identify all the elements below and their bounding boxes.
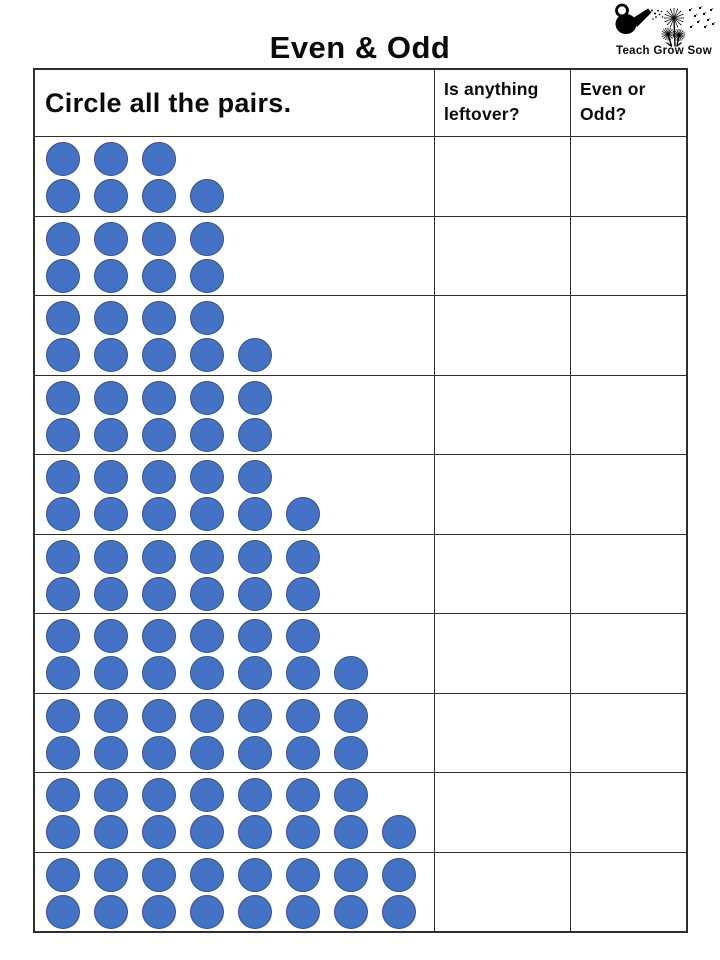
- dot-line: [46, 540, 434, 577]
- counter-dot: [142, 418, 176, 452]
- watering-can-dandelion-icon: [612, 2, 716, 48]
- counter-dot: [286, 815, 320, 849]
- counter-dot: [190, 736, 224, 770]
- dot-line: [46, 815, 434, 849]
- counter-dot: [190, 301, 224, 335]
- counter-dot: [238, 736, 272, 770]
- counter-dot: [238, 858, 272, 892]
- table-row: [35, 534, 686, 614]
- even-odd-answer-cell[interactable]: [570, 773, 686, 852]
- counter-dot: [142, 895, 176, 929]
- counter-dot: [238, 895, 272, 929]
- counter-dot: [142, 736, 176, 770]
- counter-dot: [142, 858, 176, 892]
- counter-dot: [46, 540, 80, 574]
- counter-dot: [334, 815, 368, 849]
- counter-dot: [238, 540, 272, 574]
- counter-dot: [142, 540, 176, 574]
- even-odd-answer-cell[interactable]: [570, 217, 686, 296]
- counter-dot: [334, 895, 368, 929]
- counter-dot: [190, 259, 224, 293]
- table-row: [35, 136, 686, 216]
- leftover-answer-cell[interactable]: [434, 376, 570, 455]
- counter-dot: [94, 736, 128, 770]
- counter-dot: [142, 778, 176, 812]
- counter-dot: [94, 540, 128, 574]
- counter-dot: [190, 418, 224, 452]
- even-odd-answer-cell[interactable]: [570, 296, 686, 375]
- worksheet-table: [33, 68, 688, 933]
- counter-dot: [142, 222, 176, 256]
- counter-dot: [382, 895, 416, 929]
- counter-dot: [190, 381, 224, 415]
- dot-line: [46, 259, 434, 293]
- counter-dot: [238, 815, 272, 849]
- counter-dot: [142, 699, 176, 733]
- even-odd-answer-cell[interactable]: [570, 137, 686, 216]
- pairs-cell[interactable]: [35, 773, 434, 852]
- counter-dot: [94, 699, 128, 733]
- counter-dot: [46, 179, 80, 213]
- table-row: [35, 852, 686, 932]
- brand-logo: [611, 2, 717, 57]
- counter-dot: [142, 259, 176, 293]
- counter-dot: [46, 418, 80, 452]
- pairs-cell[interactable]: [35, 296, 434, 375]
- counter-dot: [190, 460, 224, 494]
- dot-line: [46, 895, 434, 929]
- leftover-answer-cell[interactable]: [434, 217, 570, 296]
- counter-dot: [46, 895, 80, 929]
- counter-dot: [286, 895, 320, 929]
- counter-dot: [190, 815, 224, 849]
- leftover-answer-cell[interactable]: [434, 137, 570, 216]
- pairs-cell[interactable]: [35, 853, 434, 932]
- counter-dot: [142, 460, 176, 494]
- counter-dot: [94, 338, 128, 372]
- dot-line: [46, 338, 434, 372]
- counter-dot: [142, 497, 176, 531]
- counter-dot: [190, 619, 224, 653]
- even-odd-answer-cell[interactable]: [570, 614, 686, 693]
- counter-dot: [46, 497, 80, 531]
- counter-dot: [238, 381, 272, 415]
- counter-dot: [46, 778, 80, 812]
- leftover-answer-cell[interactable]: [434, 614, 570, 693]
- counter-dot: [190, 778, 224, 812]
- table-row: [35, 375, 686, 455]
- leftover-answer-cell[interactable]: [434, 455, 570, 534]
- counter-dot: [46, 222, 80, 256]
- even-odd-answer-cell[interactable]: [570, 694, 686, 773]
- leftover-answer-cell[interactable]: [434, 694, 570, 773]
- counter-dot: [286, 497, 320, 531]
- header-circle-pairs: Circle all the pairs.: [45, 87, 292, 118]
- counter-dot: [94, 381, 128, 415]
- counter-dot: [382, 815, 416, 849]
- counter-dot: [238, 656, 272, 690]
- counter-dot: [94, 259, 128, 293]
- counter-dot: [46, 259, 80, 293]
- dot-line: [46, 858, 434, 895]
- counter-dot: [142, 338, 176, 372]
- table-row: [35, 613, 686, 693]
- counter-dot: [94, 460, 128, 494]
- counter-dot: [190, 179, 224, 213]
- dot-line: [46, 736, 434, 770]
- table-row: [35, 454, 686, 534]
- even-odd-answer-cell[interactable]: [570, 376, 686, 455]
- counter-dot: [190, 222, 224, 256]
- counter-dot: [286, 858, 320, 892]
- counter-dot: [94, 858, 128, 892]
- dot-line: [46, 179, 434, 213]
- counter-dot: [286, 577, 320, 611]
- counter-dot: [190, 497, 224, 531]
- counter-dot: [286, 699, 320, 733]
- counter-dot: [238, 778, 272, 812]
- dot-line: [46, 699, 434, 736]
- table-row: [35, 772, 686, 852]
- pairs-cell[interactable]: [35, 455, 434, 534]
- leftover-answer-cell[interactable]: [434, 535, 570, 614]
- counter-dot: [190, 577, 224, 611]
- leftover-answer-cell[interactable]: [434, 853, 570, 932]
- counter-dot: [46, 858, 80, 892]
- page-title: Even & Odd: [269, 29, 451, 65]
- counter-dot: [46, 381, 80, 415]
- counter-dot: [286, 540, 320, 574]
- counter-dot: [190, 699, 224, 733]
- counter-dot: [46, 338, 80, 372]
- spray-dots: [651, 10, 663, 20]
- table-row: [35, 295, 686, 375]
- dot-line: [46, 301, 434, 338]
- counter-dot: [190, 656, 224, 690]
- even-odd-answer-cell[interactable]: [570, 455, 686, 534]
- counter-dot: [46, 736, 80, 770]
- dot-line: [46, 577, 434, 611]
- counter-dot: [46, 815, 80, 849]
- dot-line: [46, 381, 434, 418]
- counter-dot: [46, 699, 80, 733]
- table-row: [35, 693, 686, 773]
- counter-dot: [334, 778, 368, 812]
- counter-dot: [142, 656, 176, 690]
- counter-dot: [238, 460, 272, 494]
- counter-dot: [142, 142, 176, 176]
- counter-dot: [94, 815, 128, 849]
- counter-dot: [142, 815, 176, 849]
- table-header-row: [35, 70, 686, 136]
- counter-dot: [46, 460, 80, 494]
- counter-dot: [46, 577, 80, 611]
- counter-dot: [94, 142, 128, 176]
- pairs-cell[interactable]: [35, 217, 434, 296]
- counter-dot: [46, 656, 80, 690]
- leftover-answer-cell[interactable]: [434, 773, 570, 852]
- counter-dot: [142, 619, 176, 653]
- counter-dot: [382, 858, 416, 892]
- counter-dot: [142, 381, 176, 415]
- counter-dot: [238, 699, 272, 733]
- dot-line: [46, 656, 434, 690]
- counter-dot: [334, 858, 368, 892]
- counter-dot: [94, 179, 128, 213]
- counter-dot: [46, 619, 80, 653]
- counter-dot: [142, 301, 176, 335]
- counter-dot: [190, 540, 224, 574]
- counter-dot: [94, 418, 128, 452]
- dot-line: [46, 222, 434, 259]
- counter-dot: [94, 301, 128, 335]
- pairs-cell[interactable]: [35, 535, 434, 614]
- counter-dot: [286, 736, 320, 770]
- counter-dot: [238, 338, 272, 372]
- counter-dot: [142, 179, 176, 213]
- counter-dot: [190, 895, 224, 929]
- even-odd-answer-cell[interactable]: [570, 853, 686, 932]
- counter-dot: [94, 497, 128, 531]
- counter-dot: [286, 619, 320, 653]
- counter-dot: [334, 699, 368, 733]
- counter-dot: [238, 619, 272, 653]
- leftover-answer-cell[interactable]: [434, 296, 570, 375]
- dot-line: [46, 497, 434, 531]
- even-odd-answer-cell[interactable]: [570, 535, 686, 614]
- pairs-cell[interactable]: [35, 694, 434, 773]
- counter-dot: [190, 858, 224, 892]
- counter-dot: [334, 656, 368, 690]
- counter-dot: [94, 895, 128, 929]
- counter-dot: [142, 577, 176, 611]
- pairs-cell[interactable]: [35, 614, 434, 693]
- dot-line: [46, 778, 434, 815]
- counter-dot: [190, 338, 224, 372]
- brand-name: Teach Grow Sow: [615, 45, 712, 57]
- header-even-odd: Even or Odd?: [570, 70, 686, 136]
- counter-dot: [94, 222, 128, 256]
- pairs-cell[interactable]: [35, 137, 434, 216]
- table-row: [35, 216, 686, 296]
- pairs-cell[interactable]: [35, 376, 434, 455]
- counter-dot: [94, 619, 128, 653]
- counter-dot: [238, 497, 272, 531]
- counter-dot: [238, 577, 272, 611]
- counter-dot: [94, 656, 128, 690]
- counter-dot: [94, 778, 128, 812]
- counter-dot: [286, 656, 320, 690]
- counter-dot: [46, 142, 80, 176]
- counter-dot: [46, 301, 80, 335]
- counter-dot: [286, 778, 320, 812]
- counter-dot: [238, 418, 272, 452]
- dot-line: [46, 460, 434, 497]
- header-leftover: Is anything leftover?: [434, 70, 570, 136]
- dot-line: [46, 142, 434, 179]
- counter-dot: [334, 736, 368, 770]
- counter-dot: [94, 577, 128, 611]
- dot-line: [46, 418, 434, 452]
- dot-line: [46, 619, 434, 656]
